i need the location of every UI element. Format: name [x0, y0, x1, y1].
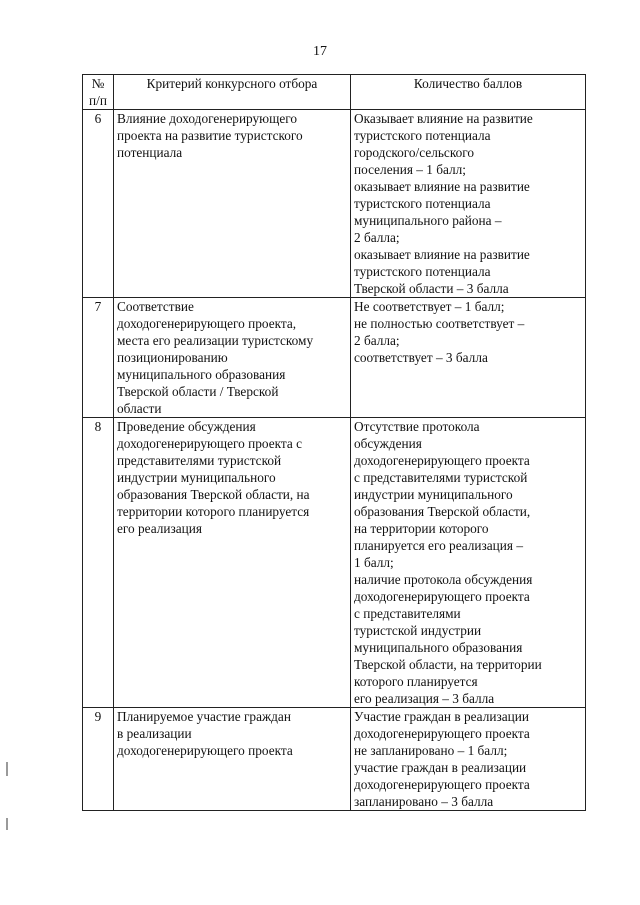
row-number: 8 — [83, 418, 114, 708]
row-number: 7 — [83, 298, 114, 418]
table-row — [83, 418, 586, 708]
score-line: Участие граждан в реализации — [354, 709, 529, 724]
criterion-line: индустрии муниципального — [117, 470, 276, 485]
score-line: соответствует – 3 балла — [354, 350, 488, 365]
criterion-cell — [114, 110, 351, 298]
row-number: 6 — [83, 110, 114, 298]
criterion-line: области — [117, 401, 162, 416]
score-line: Оказывает влияние на развитие — [354, 111, 533, 126]
score-line: наличие протокола обсуждения — [354, 572, 533, 587]
score-line: которого планируется — [354, 674, 478, 689]
criterion-cell — [114, 708, 351, 811]
score-line: с представителями туристской — [354, 470, 528, 485]
row-number: 9 — [83, 708, 114, 811]
criterion-line: проекта на развитие туристского — [117, 128, 303, 143]
score-line: оказывает влияние на развитие — [354, 179, 530, 194]
score-line: с представителями — [354, 606, 461, 621]
criterion-line: доходогенерирующего проекта с — [117, 436, 303, 451]
score-line: 2 балла; — [354, 333, 400, 348]
criterion-line: Соответствие — [117, 299, 194, 314]
score-line: туристской индустрии — [354, 623, 482, 638]
criterion-line: Проведение обсуждения — [117, 419, 256, 434]
score-line: муниципального образования — [354, 640, 523, 655]
table-row — [83, 110, 586, 298]
score-line: туристского потенциала — [354, 196, 491, 211]
table-row — [83, 708, 586, 811]
header-score: Количество баллов — [351, 75, 586, 110]
score-line: муниципального района – — [354, 213, 502, 228]
score-line: Тверской области – 3 балла — [354, 281, 509, 296]
criterion-line: Тверской области / Тверской — [117, 384, 279, 399]
margin-scan-mark — [6, 762, 8, 776]
criterion-cell — [114, 418, 351, 708]
score-line: городского/сельского — [354, 145, 475, 160]
page-number: 17 — [313, 44, 327, 59]
criterion-line: потенциала — [117, 145, 183, 160]
criterion-line: муниципального образования — [117, 367, 286, 382]
score-line: образования Тверской области, — [354, 504, 531, 519]
score-line: доходогенерирующего проекта — [354, 589, 530, 604]
criteria-table — [82, 74, 586, 811]
score-line: 1 балл; — [354, 555, 394, 570]
score-line: планируется его реализация – — [354, 538, 524, 553]
criterion-line: Влияние доходогенерирующего — [117, 111, 298, 126]
criterion-line: доходогенерирующего проекта, — [117, 316, 297, 331]
criterion-line: образования Тверской области, на — [117, 487, 310, 502]
score-cell — [351, 418, 586, 708]
header-number-line: № — [91, 76, 105, 91]
criterion-line: позиционированию — [117, 350, 228, 365]
score-line: доходогенерирующего проекта — [354, 726, 530, 741]
score-line: оказывает влияние на развитие — [354, 247, 530, 262]
criterion-line: места его реализации туристскому — [117, 333, 314, 348]
score-cell — [351, 110, 586, 298]
criterion-line: в реализации — [117, 726, 192, 741]
margin-scan-mark — [6, 818, 8, 830]
criterion-line: доходогенерирующего проекта — [117, 743, 293, 758]
score-line: 2 балла; — [354, 230, 400, 245]
score-line: не запланировано – 1 балл; — [354, 743, 508, 758]
table-row — [83, 298, 586, 418]
score-cell — [351, 708, 586, 811]
criterion-line: Планируемое участие граждан — [117, 709, 291, 724]
score-line: на территории которого — [354, 521, 489, 536]
criterion-cell — [114, 298, 351, 418]
score-line: туристского потенциала — [354, 264, 491, 279]
score-line: его реализация – 3 балла — [354, 691, 495, 706]
score-line: участие граждан в реализации — [354, 760, 527, 775]
header-number — [83, 75, 114, 110]
criterion-line: территории которого планируется — [117, 504, 310, 519]
score-line: обсуждения — [354, 436, 422, 451]
score-line: индустрии муниципального — [354, 487, 513, 502]
score-line: Не соответствует – 1 балл; — [354, 299, 505, 314]
score-line: запланировано – 3 балла — [354, 794, 494, 809]
score-line: туристского потенциала — [354, 128, 491, 143]
score-cell — [351, 298, 586, 418]
header-number-line: п/п — [89, 93, 107, 108]
score-line: Тверской области, на территории — [354, 657, 542, 672]
score-line: доходогенерирующего проекта — [354, 453, 530, 468]
score-line: не полностью соответствует – — [354, 316, 525, 331]
criterion-line: представителями туристской — [117, 453, 282, 468]
header-criterion: Критерий конкурсного отбора — [114, 75, 351, 110]
criterion-line: его реализация — [117, 521, 202, 536]
table-header-row — [83, 75, 586, 110]
score-line: Отсутствие протокола — [354, 419, 480, 434]
score-line: поселения – 1 балл; — [354, 162, 466, 177]
score-line: доходогенерирующего проекта — [354, 777, 530, 792]
